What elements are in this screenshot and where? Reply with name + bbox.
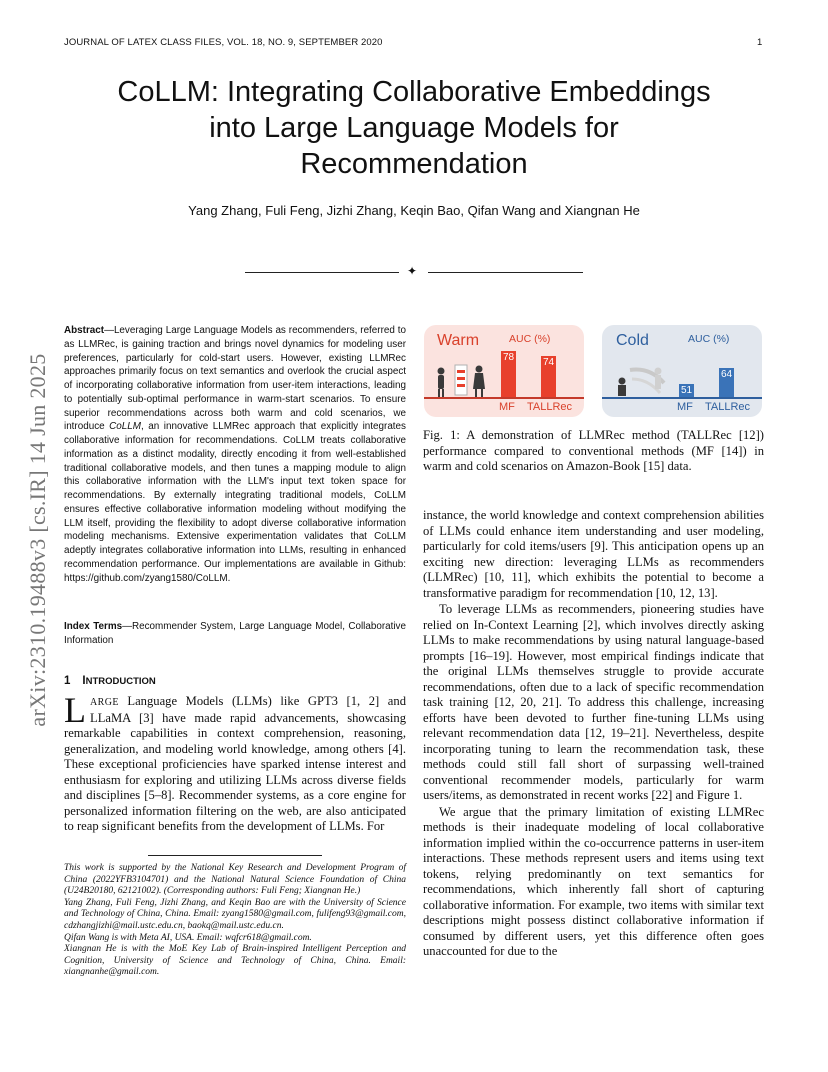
footnote-rule [148, 855, 322, 856]
title-line: CoLLM: Integrating Collaborative Embeddings [117, 76, 711, 108]
warm-auc-label: AUC (%) [509, 333, 551, 345]
cold-xlabel-mf: MF [677, 401, 693, 413]
footnote-affiliation: Yang Zhang, Fuli Feng, Jizhi Zhang, and Keqin Bao are with the University of Science and Technology of China, China. Email: zyang1580@gmail.com, fulifeng93@gmail.com, cdzhangjizhi@mail.ustc.edu.cn, baokq@mail.ustc.edu.cn. [64, 897, 406, 931]
title-line: into Large Language Models for [209, 112, 619, 144]
abstract [64, 324, 406, 585]
title-line: Recommendation [300, 148, 528, 180]
intro-text: Language Models (LLMs) like GPT3 [1, 2] and LLaMA [3] have made rapid advancements, showcasing remarkable capabilities in context comprehension, reasoning, generalization, and modeling world knowledge, among others [4]. These exceptional proficiencies have sparked intense interest and enthusiasm for exploring and utilizing LLMs across diverse fields and disciplines [5–8]. Recommender systems, as a core engine for personalized information filtering on the web, are also anticipated to reap significant benefits from the development of LLMs. For [64, 694, 406, 833]
warm-baseline [424, 397, 584, 399]
method-name: CoLLM [109, 421, 141, 433]
intro-paragraph [64, 690, 406, 835]
paragraph: instance, the world knowledge and context comprehension abilities of LLMs could enhance item understanding and user modeling, particularly for cold items/users [9]. This anticipation opens up an exciting new direction: leveraging LLMs as recommenders (LLMRec) [10, 11], which exhibits the potential to become a transformative paradigm for recommendation [10, 12, 13]. [423, 508, 764, 600]
figure-caption: Fig. 1: A demonstration of LLMRec method (TALLRec [12]) performance compared to conventional methods (MF [14]) in warm and cold scenarios on Amazon-Book [15] data. [423, 428, 764, 473]
abstract-text-cont: , an innovative LLMRec approach that explicitly integrates collaborative information for recommendations. CoLLM treats collaborative information as a distinct modality, directly encoding it from well-established traditional collaborative models, and then tunes a mapping module to align this collaborative information with the LLM's input text token space for recommendations. By externally integrating traditional models, CoLLM ensures effective collaborative information modeling without modifying the LLM itself, providing the flexibility to adopt diverse collaborative information modeling mechanisms. Extensive experimentation validates that CoLLM adeptly integrates collaborative information into LLMs, resulting in enhanced recommendation performance. Our implementations are available in Github: https://github.com/zyang1580/CoLLM. [64, 421, 406, 584]
footnote-funding: This work is supported by the National Key Research and Development Program of China (2022YFB3104701) and the National Natural Science Foundation of China (U24B20180, 62121002). (Corresponding authors: Fuli Feng; Xiangnan He.) [64, 863, 406, 897]
cold-value-mf: 51 [680, 384, 693, 396]
warm-value-mf: 78 [502, 352, 515, 364]
index-terms-label: Index Terms [64, 621, 123, 632]
paragraph: We argue that the primary limitation of existing LLMRec methods is their inadequate modeling of local collaborative information implied within the co-occurrence patterns in user-item interactions. These methods represent users and items using text tokens, relying predominantly on text semantics for recommendations, which inherently fall short of capturing collaborative information. For example, two items with similar text descriptions might possess distinct collaborative information if consumed by different users, yet this difference often goes unaccounted for due to the [423, 804, 764, 958]
paragraph: To leverage LLMs as recommenders, pioneering studies have relied on In-Context Learning [2], which involves directly asking LLMs to make recommendations by using natural language-based prompts [16–19]. However, most empirical findings indicate that the original LLMs themselves struggle to provide accurate recommendations, often due to a lack of specific recommendation task training [12, 20, 21]. To address this challenge, increasing efforts have been devoted to further fine-tuning LLMs using relevant recommendation data [12, 19–21]. Nevertheless, despite incorporating tuning to learn the recommendation task, these methods could still fall short of surpassing well-trained conventional recommender models, particularly for warm users/items, as demonstrated in recent works [22] and Figure 1. [423, 602, 764, 802]
footnote-affiliation: Xiangnan He is with the MoE Key Lab of Brain-inspired Intelligent Perception and Cognition, University of Science and Technology of China, China. Email: xiangnanhe@gmail.com. [64, 944, 406, 978]
separator-diamond-icon: ✦ [406, 264, 418, 278]
warm-xlabel-mf: MF [499, 401, 515, 413]
cold-value-tallrec: 64 [720, 369, 733, 381]
abstract-label: Abstract [64, 325, 105, 336]
cold-auc-label: AUC (%) [688, 333, 730, 345]
intro-small-caps: ARGE [90, 697, 119, 708]
abstract-text: —Leveraging Large Language Models as recommenders, referred to as LLMRec, is gaining traction and brings novel dynamics for modeling user preferences, particularly for cold-start users. However, existing LLMRec approaches primarily focus on text semantics and overlook the crucial aspect of incorporating collaborative information from user-item interactions, leading to potentially sub-optimal performance in warm-start scenarios. To ensure superior recommendations across both warm and cold scenarios, we introduce [64, 325, 406, 433]
running-head: JOURNAL OF LATEX CLASS FILES, VOL. 18, NO. 9, SEPTEMBER 2020 [64, 37, 383, 48]
section-heading [64, 675, 156, 687]
warm-value-tallrec: 74 [542, 357, 555, 369]
index-terms [64, 620, 406, 648]
drop-cap: L [64, 690, 86, 730]
author-list: Yang Zhang, Fuli Feng, Jizhi Zhang, Keqin Bao, Qifan Wang and Xiangnan He [188, 203, 640, 218]
separator-line-right [428, 272, 583, 273]
paper-title [60, 74, 768, 182]
cold-baseline [602, 397, 762, 399]
section-title-rest: NTRODUCTION [85, 676, 156, 687]
warm-label: Warm [437, 332, 480, 349]
index-terms-text: —Recommender System, Large Language Model, Collaborative Information [64, 621, 406, 646]
right-column-text [423, 508, 764, 960]
page-number: 1 [757, 37, 763, 48]
footnote-affiliation: Qifan Wang is with Meta AI, USA. Email: wqfcr618@gmail.com. [64, 932, 312, 943]
section-number: 1 [64, 675, 71, 687]
warm-xlabel-tallrec: TALLRec [527, 401, 573, 413]
section-title-first: I [82, 675, 86, 687]
cold-label: Cold [616, 332, 649, 349]
footnotes [64, 863, 406, 979]
cold-xlabel-tallrec: TALLRec [705, 401, 751, 413]
arxiv-identifier: arXiv:2310.19488v3 [cs.IR] 14 Jun 2025 [25, 353, 50, 727]
separator-line-left [245, 272, 399, 273]
